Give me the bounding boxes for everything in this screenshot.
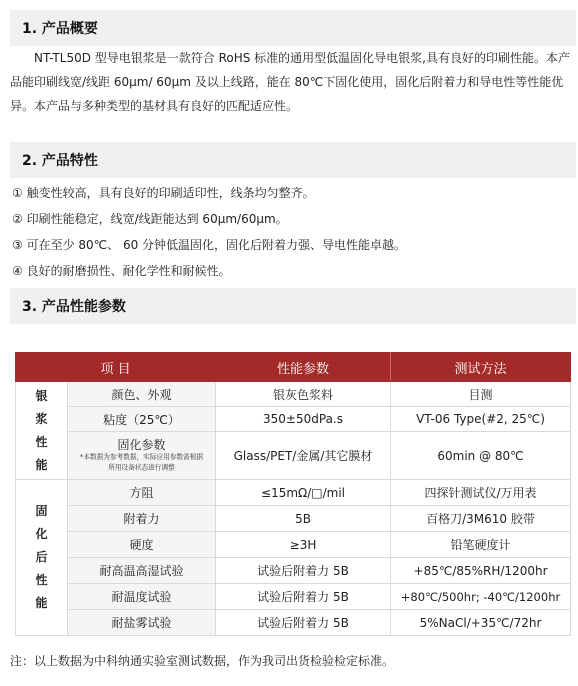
row-value: 试验后附着力 5B — [216, 584, 391, 610]
feature-item-1: ① 触变性较高，具有良好的印刷适印性，线条均匀整齐。 — [12, 186, 315, 200]
spec-table — [15, 352, 571, 636]
row-method: 铅笔硬度计 — [391, 532, 571, 558]
row-value: 试验后附着力 5B — [216, 558, 391, 584]
row-item: 耐温度试验 — [68, 584, 216, 610]
table-row — [16, 480, 571, 506]
feature-item-3: ③ 可在至少 80℃、 60 分钟低温固化，固化后附着力强、导电性能卓越。 — [12, 238, 407, 252]
footnote: 注：以上数据为中科纳通实验室测试数据，作为我司出货检验检定标准。 — [10, 654, 395, 668]
header-value: 性能参数 — [216, 353, 391, 382]
group-label-paste: 银 浆 性 能 — [16, 382, 68, 480]
table-row — [16, 610, 571, 636]
row-value: 350±50dPa.s — [216, 407, 391, 432]
header-item: 项 目 — [16, 353, 216, 382]
table-row — [16, 506, 571, 532]
row-item: 颜色、外观 — [68, 382, 216, 407]
row-value: 试验后附着力 5B — [216, 610, 391, 636]
table-row — [16, 584, 571, 610]
section-title-features: 2. 产品特性 — [10, 142, 576, 178]
row-method: 5%NaCl/+35℃/72hr — [391, 610, 571, 636]
row-item-label: 固化参数 — [117, 437, 166, 452]
feature-item-4: ④ 良好的耐磨损性、耐化学性和耐候性。 — [12, 264, 231, 278]
row-item: 方阻 — [68, 480, 216, 506]
row-item — [68, 432, 216, 480]
row-method: 百格刀/3M610 胶带 — [391, 506, 571, 532]
row-value: 5B — [216, 506, 391, 532]
row-method: 60min @ 80℃ — [391, 432, 571, 480]
section-title-overview: 1. 产品概要 — [10, 10, 576, 46]
row-method: +80℃/500hr; -40℃/1200hr — [391, 584, 571, 610]
feature-item-2: ② 印刷性能稳定，线宽/线距能达到 60μm/60μm。 — [12, 212, 288, 226]
row-method: +85℃/85%RH/1200hr — [391, 558, 571, 584]
row-item: 硬度 — [68, 532, 216, 558]
row-value: 银灰色浆料 — [216, 382, 391, 407]
table-row — [16, 532, 571, 558]
header-method: 测试方法 — [391, 353, 571, 382]
group-label-cured: 固 化 后 性 能 — [16, 480, 68, 636]
section-title-params: 3. 产品性能参数 — [10, 288, 576, 324]
row-value: Glass/PET/金属/其它膜材 — [216, 432, 391, 480]
table-header-row — [16, 353, 571, 382]
row-item: 耐盐雾试验 — [68, 610, 216, 636]
table-row — [16, 382, 571, 407]
row-item: 附着力 — [68, 506, 216, 532]
row-item: 耐高温高湿试验 — [68, 558, 216, 584]
row-value: ≥3H — [216, 532, 391, 558]
row-method: VT-06 Type(#2, 25℃) — [391, 407, 571, 432]
table-row — [16, 407, 571, 432]
row-method: 目测 — [391, 382, 571, 407]
row-item-note: *本数据为参考数据，实际应用参数需根据所用设备状态进行调整 — [79, 453, 204, 472]
table-row — [16, 432, 571, 480]
row-method: 四探针测试仪/万用表 — [391, 480, 571, 506]
row-value: ≤15mΩ/□/mil — [216, 480, 391, 506]
row-item: 粘度（25℃） — [68, 407, 216, 432]
overview-paragraph: NT-TL50D 型导电银浆是一款符合 RoHS 标准的通用型低温固化导电银浆,具有良好的印刷性能。本产品能印刷线宽/线距 60μm/ 60μm 及以上线路，能在 80℃下固化使用，固化后附着力和导电性等性能优异。本产品与多种类型的基材具有良好的匹配适应性。 — [10, 51, 571, 113]
table-row — [16, 558, 571, 584]
